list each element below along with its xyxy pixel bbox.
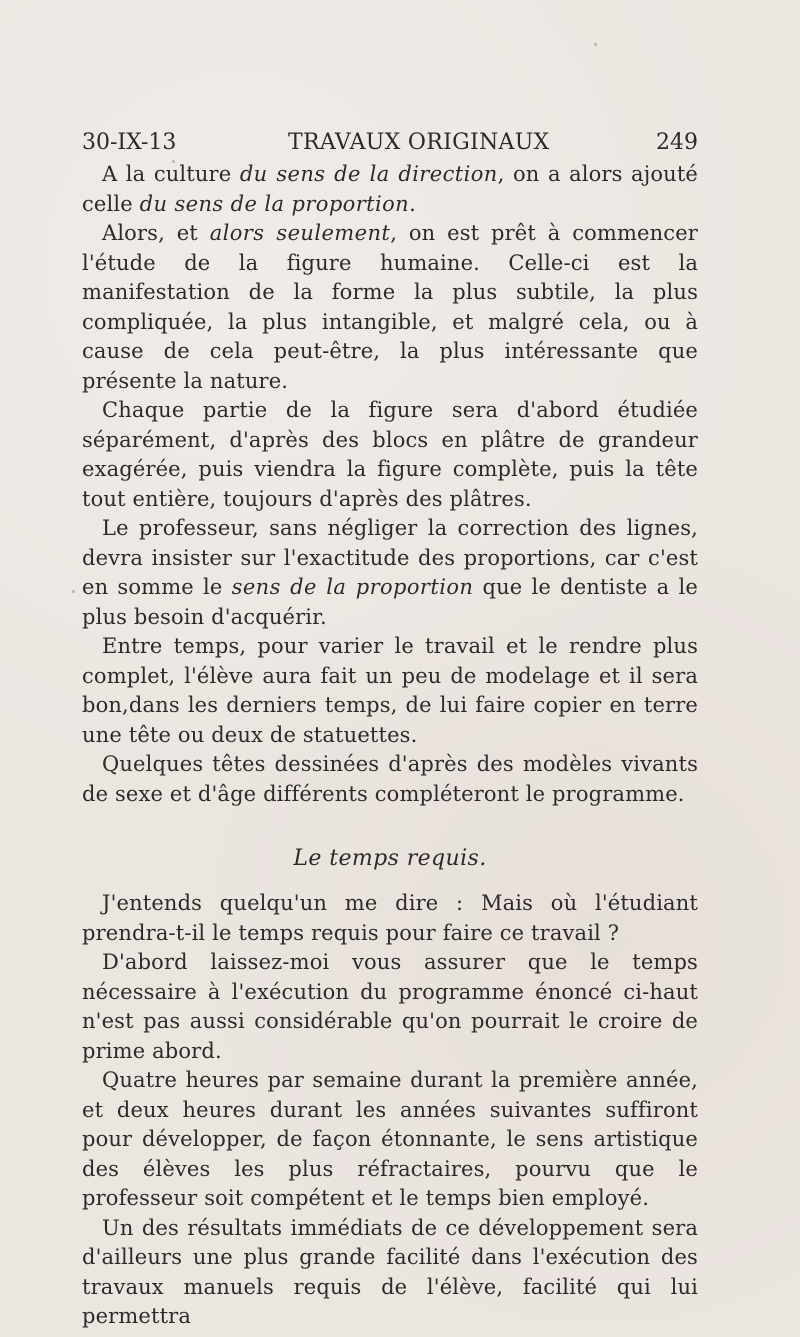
text-run: , on a alors ajouté celle	[82, 162, 699, 216]
paragraph: J'entends quelqu'un me dire : Mais où l'étudiant prendra-t-il le temps requis pour faire ce travail ?	[82, 891, 698, 945]
paragraph: Entre temps, pour varier le travail et le rendre plus complet, l'élève aura fait un peu de modelage et il sera bon,dans les derniers temps, de lui faire copier en terre une tête ou deux de statuettes.	[82, 634, 698, 747]
paragraph: Quelques têtes dessinées d'après des modèles vivants de sexe et d'âge différents compléteront le programme.	[82, 752, 698, 806]
running-title: TRAVAUX ORIGINAUX	[288, 130, 550, 155]
text-run: Le professeur, sans négliger la correction des lignes, devra insister sur l'exactitude des proportions, car c'est en somme le	[82, 516, 698, 599]
text-run: .	[409, 191, 416, 216]
text-run: A la culture	[102, 162, 240, 186]
page-number: 249	[656, 130, 698, 155]
emphasis-text: du sens de la direction	[239, 162, 498, 186]
paragraph	[82, 219, 698, 396]
paragraph: Chaque partie de la figure sera d'abord étudiée séparément, d'après des blocs en plâtre de grandeur exagérée, puis viendra la figure complète, puis la tête tout entière, toujours d'après des plâtres.	[82, 398, 698, 511]
emphasis-text: du sens de la proportion	[139, 191, 410, 216]
paragraph	[82, 514, 698, 632]
emphasis-text: sens de la proportion	[231, 575, 474, 599]
paper-speck	[666, 766, 669, 769]
paragraph: D'abord laissez-moi vous assurer que le temps nécessaire à l'exécution du programme énoncé ci-haut n'est pas aussi considérable qu'on pourrait le croire de prime abord.	[82, 950, 698, 1063]
paper-speck	[172, 160, 175, 163]
text-run: Alors, et	[102, 221, 210, 245]
text-run: que le dentiste a le plus besoin d'acquérir.	[82, 575, 698, 629]
header-folio: 30-IX-13	[82, 130, 177, 155]
text-run: , on est prêt à commencer l'étude de la figure humaine. Celle-ci est la manifestation de la forme la plus subtile, la plus compliquée, la plus intangible, et malgré cela, ou à cause de cela peut-être, la plus intéressante que présente la nature.	[82, 221, 698, 393]
paragraph: Un des résultats immédiats de ce développement sera d'ailleurs une plus grande facilité dans l'exécution des travaux manuels requis de l'élève, facilité qui lui permettra	[82, 1215, 698, 1328]
paragraph: Quatre heures par semaine durant la première année, et deux heures durant les années suivantes suffiront pour développer, de façon étonnante, le sens artistique des élèves les plus réfractaires, pourvu que le professeur soit compétent et le temps bien employé.	[82, 1068, 698, 1210]
emphasis-text: alors seulement	[209, 221, 391, 245]
section-title: Le temps requis.	[293, 846, 487, 871]
paragraph	[82, 160, 698, 219]
paper-speck	[594, 43, 597, 46]
page-header	[82, 126, 698, 160]
body-text	[82, 160, 698, 1332]
paper-speck	[72, 590, 75, 593]
